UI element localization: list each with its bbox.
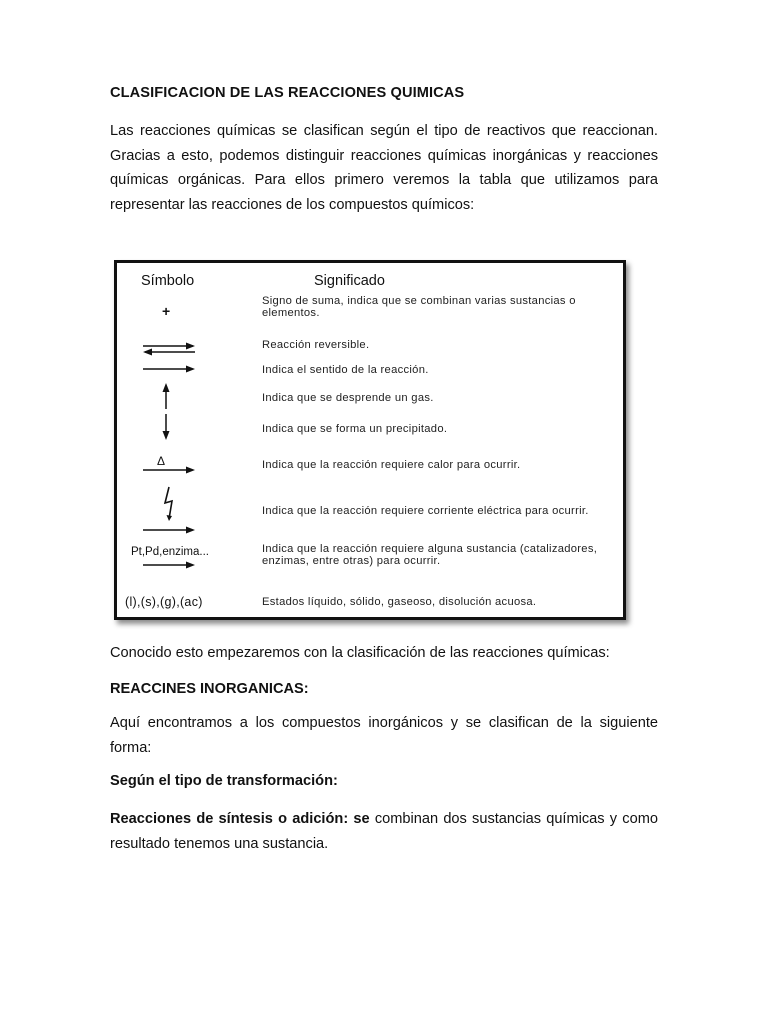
meaning-plus: Signo de suma, indica que se combinan varias sustancias o elementos. [262, 295, 576, 320]
down-arrow-icon [159, 413, 173, 441]
intro-paragraph: Las reacciones químicas se clasifican según el tipo de reactivos que reaccionan. Gracias a esto, podemos distinguir reacciones químicas inorgánicas y reacciones químicas orgánicas. Para ellos primero veremos la tabla que utilizamos para representar las reacciones de los compuestos químicos: [110, 123, 658, 213]
after-table-paragraph: Conocido esto empezaremos con la clasificación de las reacciones químicas: [110, 645, 610, 661]
definition-paragraph [110, 807, 658, 856]
plus-symbol: + [162, 303, 171, 319]
meaning-header: Significado [314, 273, 385, 289]
states-symbol: (l),(s),(g),(ac) [125, 595, 203, 609]
definition-term: Reacciones de síntesis o adición: se [110, 811, 370, 827]
meaning-precipitate: Indica que se forma un precipitado. [262, 423, 448, 435]
catalyst-arrow-icon [139, 560, 199, 570]
symbol-header: Símbolo [141, 273, 195, 289]
document-title: CLASIFICACION DE LAS REACCIONES QUIMICAS [110, 85, 465, 101]
definition-text: combinan dos sustancias químicas y como resultado tenemos una sustancia. [110, 811, 658, 852]
meaning-states: Estados líquido, sólido, gaseoso, disolución acuosa. [262, 596, 537, 608]
up-arrow-icon [159, 382, 173, 410]
section-paragraph: Aquí encontramos a los compuestos inorgánicos y se clasifican de la siguiente forma: [110, 715, 658, 756]
meaning-heat: Indica que la reacción requiere calor para ocurrir. [262, 459, 521, 471]
meaning-direction: Indica el sentido de la reacción. [262, 364, 429, 376]
meaning-electricity: Indica que la reacción requiere corriente eléctrica para ocurrir. [262, 505, 589, 517]
lightning-arrow-icon [139, 485, 199, 535]
meaning-gas: Indica que se desprende un gas. [262, 392, 434, 404]
subsection-heading: Según el tipo de transformación: [110, 773, 338, 789]
symbol-table-figure [114, 260, 626, 620]
meaning-catalyst: Indica que la reacción requiere alguna sustancia (catalizadores, enzimas, entre otras) para ocurrir. [262, 543, 598, 568]
right-arrow-icon [139, 364, 199, 374]
heat-arrow-icon [139, 465, 199, 475]
meaning-reversible: Reacción reversible. [262, 339, 370, 351]
delta-symbol: Δ [157, 454, 166, 468]
reversible-arrow-icon [139, 341, 199, 357]
section-heading: REACCINES INORGANICAS: [110, 681, 309, 697]
catalyst-symbol: Pt,Pd,enzima... [131, 546, 209, 558]
